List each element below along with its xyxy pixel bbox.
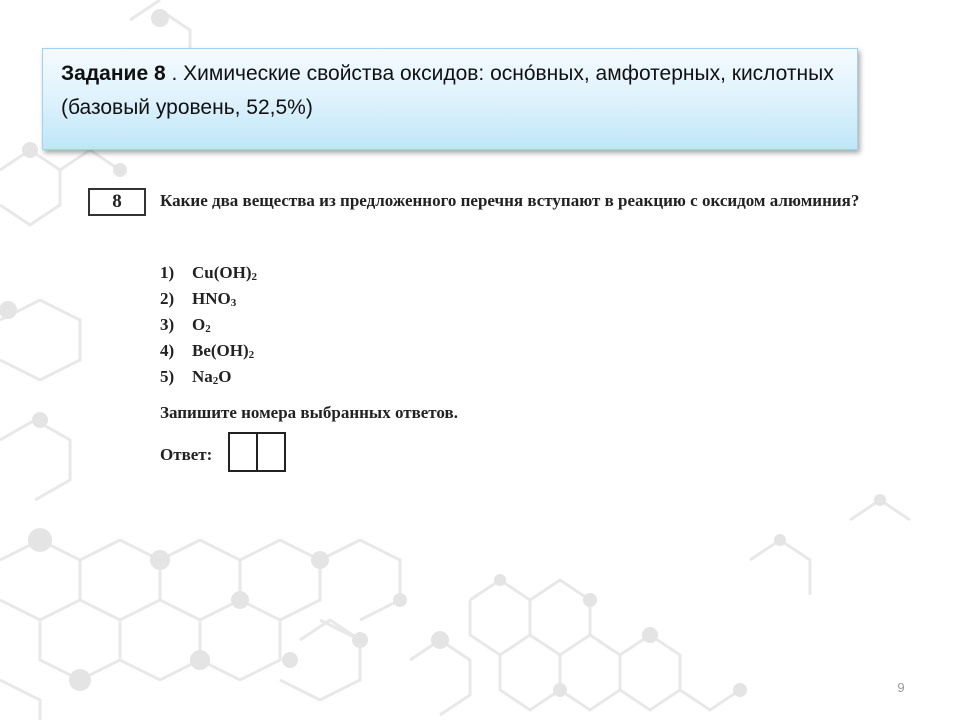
option-item: 4) $Be(OH)_2$ xyxy=(160,341,255,361)
option-item: 3) $O_2$ xyxy=(160,315,211,335)
task-title-text: . Химические свойства оксидов: осно́вных, амфотерных, кислотных (базовый уровень, 52,5%) xyxy=(61,62,834,119)
question-text: Какие два вещества из предложенного перечня вступают в реакцию с оксидом алюминия? xyxy=(160,191,860,210)
answer-cells xyxy=(228,432,284,472)
task-title-label: Задание 8 xyxy=(61,62,166,85)
answer-cell[interactable] xyxy=(256,432,286,472)
task-card xyxy=(88,184,868,484)
answer-label: Ответ: xyxy=(160,445,213,464)
answer-cell[interactable] xyxy=(228,432,258,472)
option-item: 2) $HNO_3$ xyxy=(160,289,237,309)
instruction-text: Запишите номера выбранных ответов. xyxy=(160,403,458,422)
task-title-banner xyxy=(42,48,858,150)
answer-options-list xyxy=(160,260,257,390)
option-item: 1) $Cu(OH)_2$ xyxy=(160,263,257,283)
page-number: 9 xyxy=(897,680,905,695)
option-item: 5) $Na_2O$ xyxy=(160,367,232,387)
task-number-box: 8 xyxy=(88,188,146,216)
